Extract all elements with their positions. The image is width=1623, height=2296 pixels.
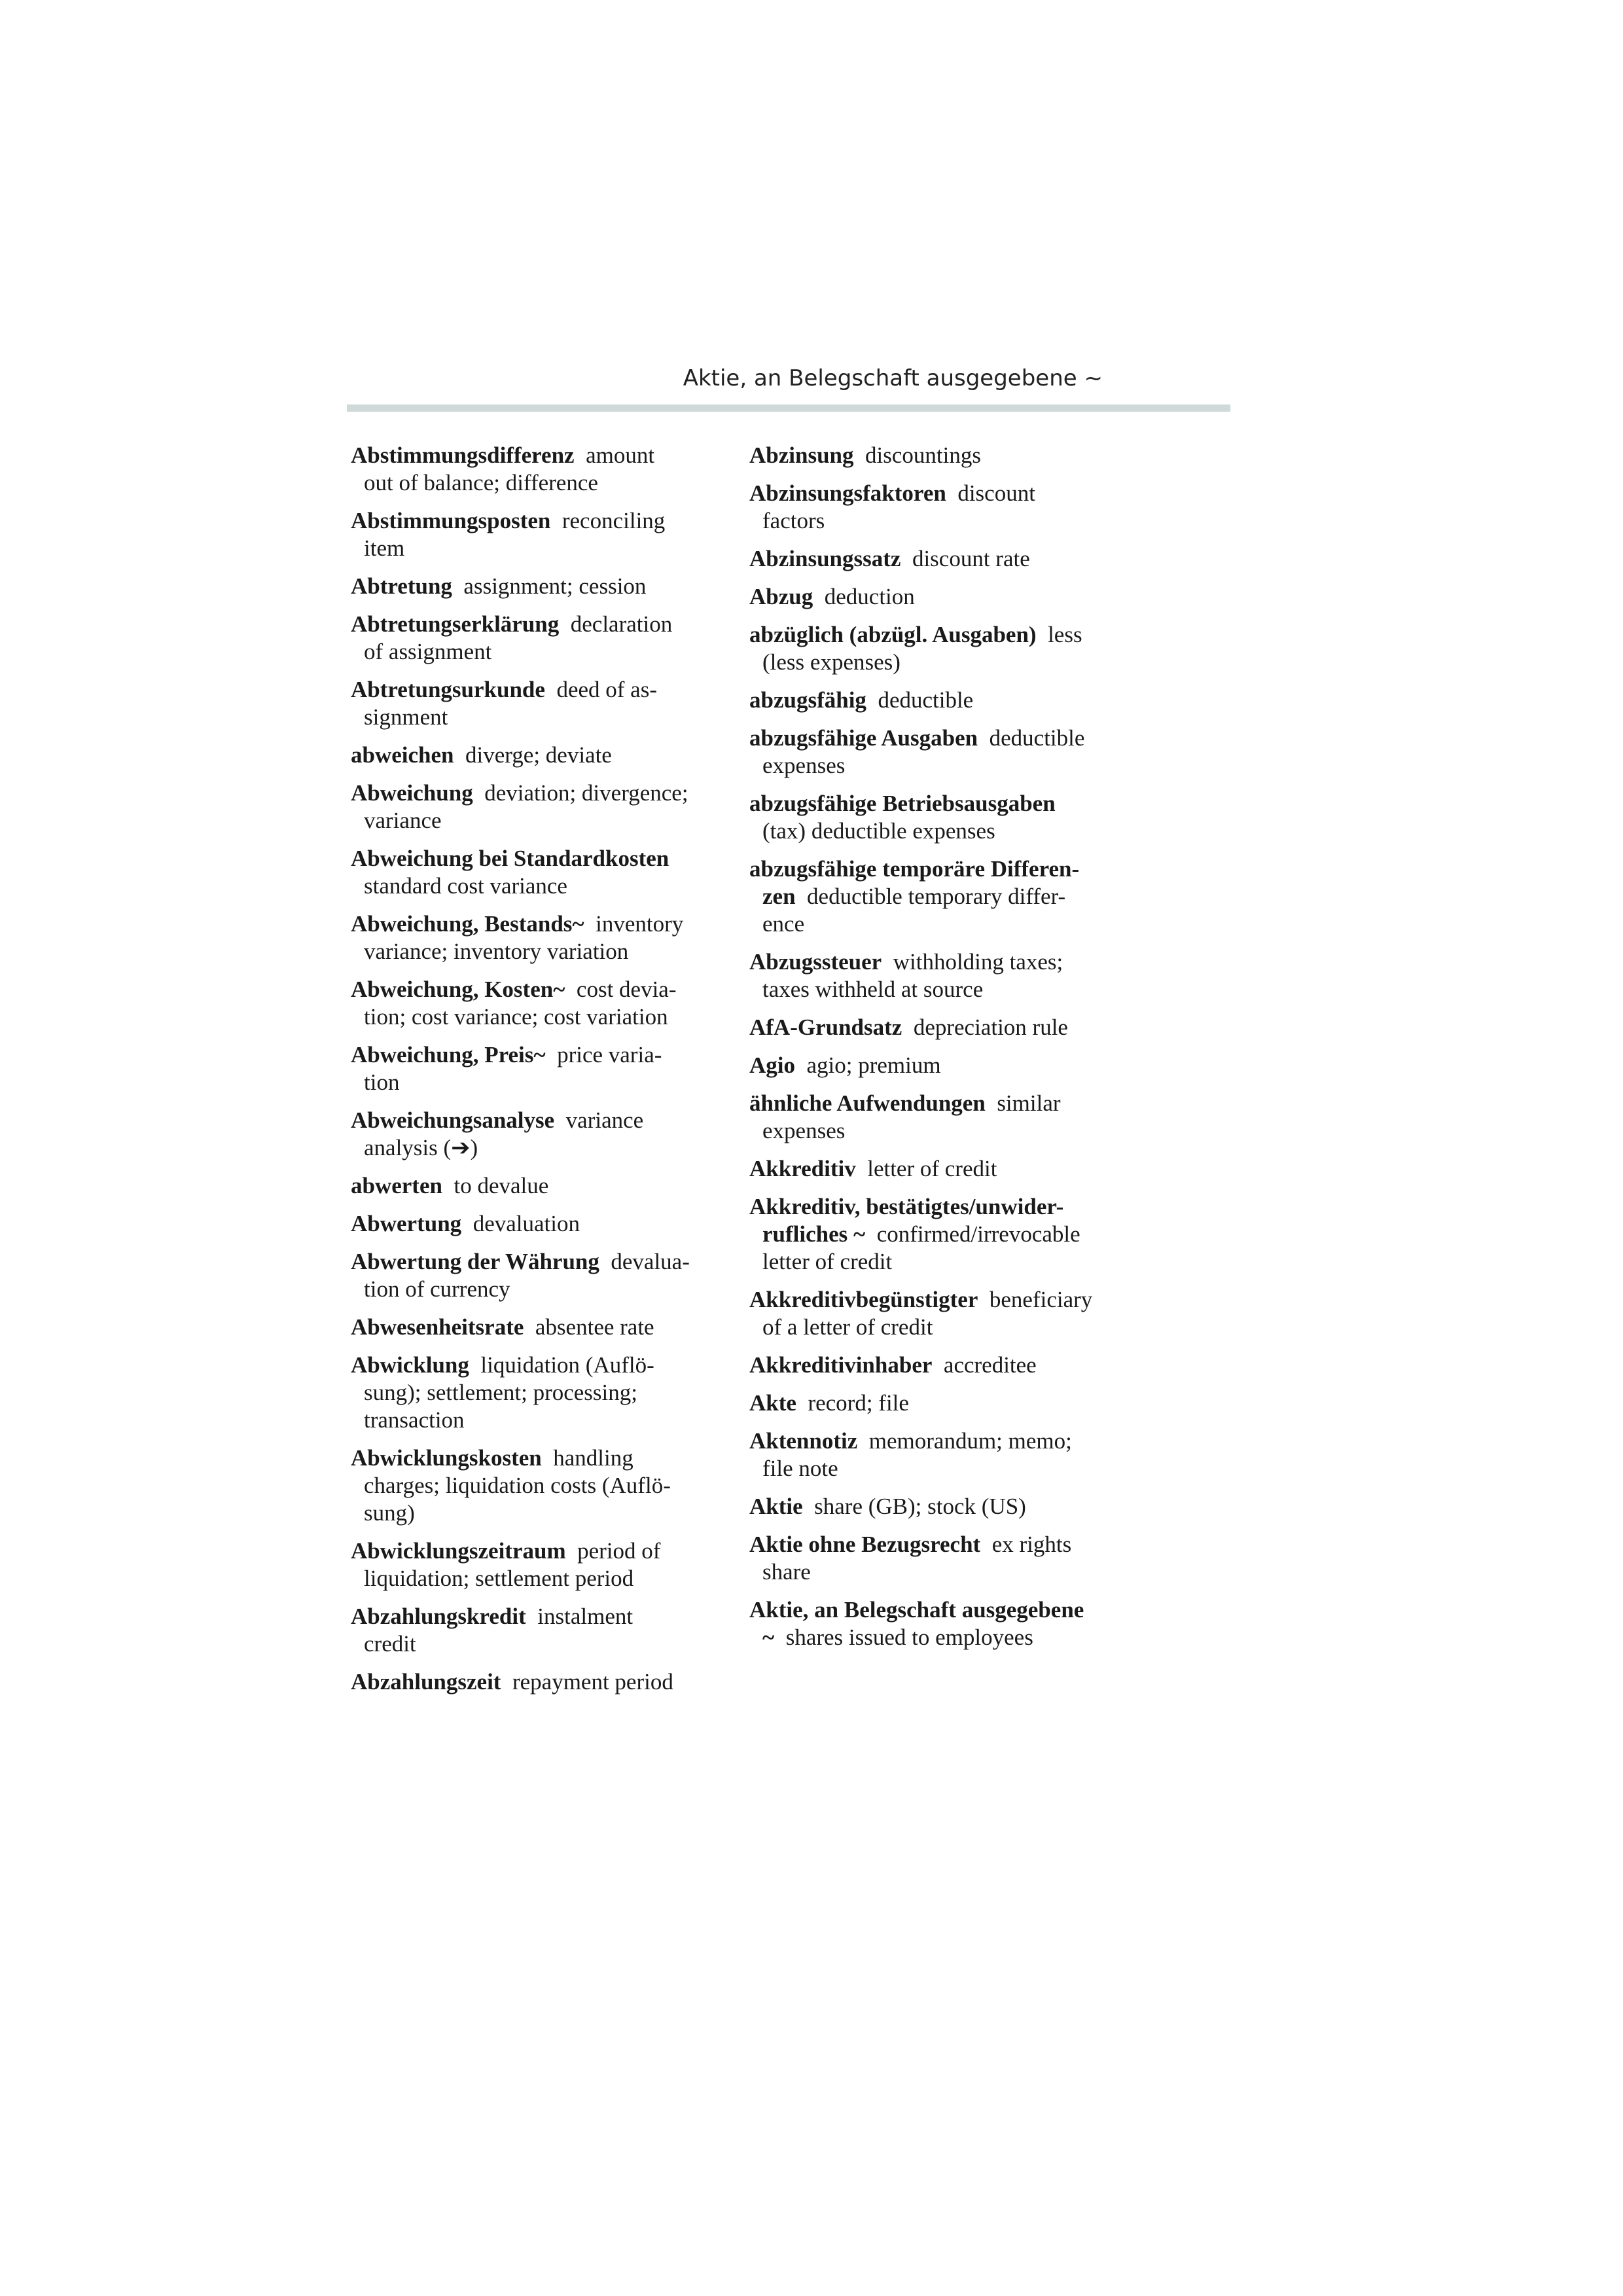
entry-definition: discount rate (912, 546, 1030, 571)
entry-definition: deduction (824, 584, 915, 609)
left-column (351, 442, 717, 1706)
entry-term: abzugsfähige Betriebsausgaben (749, 791, 1056, 816)
entry-term: Abweichung bei Standardkosten (351, 846, 669, 871)
entry-term: Abzahlungszeit (351, 1669, 501, 1695)
dictionary-entry (749, 1531, 1116, 1586)
entry-term: Abweichung (351, 780, 473, 806)
dictionary-entry (351, 611, 717, 666)
entry-term: Abzugssteuer (749, 949, 882, 975)
entry-definition: agio; premium (806, 1052, 941, 1078)
entry-term: Abtretung (351, 573, 452, 599)
header-rule (347, 404, 1230, 412)
dictionary-entry (351, 1041, 717, 1096)
dictionary-entry (749, 1493, 1116, 1520)
entry-definition: instalment credit (364, 1604, 633, 1657)
dictionary-entry (749, 1090, 1116, 1145)
entry-definition: discountings (865, 442, 981, 468)
entry-definition: (tax) deductible expenses (762, 818, 995, 844)
dictionary-entry (351, 1314, 717, 1341)
entry-definition: less (less expenses) (762, 622, 1082, 675)
entry-term: Aktie, an Belegschaft ausgegebene ~ (749, 1597, 1084, 1650)
entry-definition: deductible temporary differ- ence (762, 884, 1066, 937)
entry-definition: deductible (878, 687, 974, 713)
entry-definition: deed of as- signment (364, 677, 657, 730)
entry-definition: liquidation (Auflö- sung); settlement; processing; transaction (364, 1352, 654, 1433)
entry-term: AfA-Grundsatz (749, 1014, 902, 1040)
dictionary-entry (749, 1193, 1116, 1276)
dictionary-entry (749, 725, 1116, 780)
entry-term: Abzinsungssatz (749, 546, 901, 571)
entry-term: Abwesenheitsrate (351, 1314, 524, 1340)
entry-term: Abweichung, Preis~ (351, 1042, 546, 1067)
entry-term: Aktennotiz (749, 1428, 858, 1454)
dictionary-entry (351, 1537, 717, 1592)
entry-definition: beneficiary of a letter of credit (762, 1287, 1093, 1340)
entry-term: Akte (749, 1390, 796, 1416)
entry-definition: amount out of balance; difference (364, 442, 655, 495)
dictionary-entry (351, 742, 717, 769)
dictionary-entry (351, 573, 717, 600)
entry-definition: diverge; deviate (465, 742, 612, 768)
dictionary-entry (749, 1427, 1116, 1482)
entry-term: Abzahlungskredit (351, 1604, 526, 1629)
entry-definition: declaration of assignment (364, 611, 673, 664)
entry-definition: record; file (808, 1390, 909, 1416)
dictionary-entry (749, 442, 1116, 469)
dictionary-entry (351, 1248, 717, 1303)
dictionary-entry (351, 1668, 717, 1696)
entry-term: Abzug (749, 584, 813, 609)
entry-term: Abtretungserklärung (351, 611, 560, 637)
entry-definition: shares issued to employees (785, 1624, 1033, 1650)
entry-term: abzugsfähige Ausgaben (749, 725, 978, 751)
entry-term: Abzinsungsfaktoren (749, 480, 946, 506)
dictionary-entry (351, 845, 717, 900)
entry-definition: withholding taxes; taxes withheld at source (762, 949, 1063, 1002)
entry-definition: standard cost variance (364, 873, 567, 899)
entry-definition: ex rights share (762, 1532, 1072, 1585)
entry-term: Abweichung, Kosten~ (351, 977, 565, 1002)
entry-definition: devalua- tion of currency (364, 1249, 690, 1302)
entry-term: Abtretungsurkunde (351, 677, 545, 702)
dictionary-entry (749, 1155, 1116, 1183)
entry-term: Abweichung, Bestands~ (351, 911, 584, 937)
entry-term: abzüglich (abzügl. Ausgaben) (749, 622, 1037, 647)
dictionary-entry (749, 1352, 1116, 1379)
dictionary-entry (749, 1286, 1116, 1341)
entry-definition: handling charges; liquidation costs (Auflö- sung) (364, 1445, 671, 1526)
dictionary-entry (351, 1444, 717, 1527)
entry-definition: discount factors (762, 480, 1035, 533)
entry-term: abweichen (351, 742, 454, 768)
entry-definition: accreditee (943, 1352, 1037, 1378)
dictionary-entry (351, 1352, 717, 1434)
entry-definition: depreciation rule (913, 1014, 1068, 1040)
entry-term: Akkreditiv, bestätigtes/unwider- rufliches ~ (749, 1194, 1064, 1247)
entry-term: Abzinsung (749, 442, 854, 468)
dictionary-entry (351, 507, 717, 562)
entry-definition: similar expenses (762, 1090, 1061, 1143)
entry-definition: assignment; cession (463, 573, 647, 599)
dictionary-entry (749, 1014, 1116, 1041)
entry-definition: confirmed/irrevocable letter of credit (762, 1221, 1080, 1274)
entry-term: Abwicklungskosten (351, 1445, 542, 1471)
entry-term: Abstimmungsposten (351, 508, 551, 533)
entry-definition: cost devia- tion; cost variance; cost variation (364, 977, 677, 1030)
dictionary-entry (749, 687, 1116, 714)
entry-definition: deviation; divergence; variance (364, 780, 688, 833)
dictionary-entry (351, 780, 717, 834)
dictionary-entry (749, 1052, 1116, 1079)
dictionary-entry (351, 1107, 717, 1162)
entry-term: Akkreditivinhaber (749, 1352, 933, 1378)
dictionary-entry (351, 976, 717, 1031)
dictionary-entry (749, 855, 1116, 938)
entry-term: Abstimmungsdifferenz (351, 442, 575, 468)
entry-term: ähnliche Aufwendungen (749, 1090, 986, 1116)
dictionary-entry (351, 1172, 717, 1200)
entry-term: abwerten (351, 1173, 442, 1198)
dictionary-entry (351, 1603, 717, 1658)
entry-definition: deductible expenses (762, 725, 1085, 778)
right-column (749, 442, 1116, 1662)
dictionary-entry (749, 480, 1116, 535)
dictionary-entry (749, 621, 1116, 676)
entry-term: abzugsfähig (749, 687, 866, 713)
entry-term: Abwicklungszeitraum (351, 1538, 566, 1564)
entry-definition: reconciling item (364, 508, 666, 561)
dictionary-entry (749, 790, 1116, 845)
dictionary-entry (749, 545, 1116, 573)
dictionary-entry (351, 442, 717, 497)
entry-term: Akkreditivbegünstigter (749, 1287, 978, 1312)
entry-definition: repayment period (512, 1669, 673, 1695)
dictionary-entry (351, 1210, 717, 1238)
entry-definition: inventory variance; inventory variation (364, 911, 684, 964)
dictionary-entry (749, 1390, 1116, 1417)
dictionary-entry (749, 583, 1116, 611)
entry-term: Aktie (749, 1494, 803, 1519)
entry-term: Abweichungsanalyse (351, 1107, 555, 1133)
running-head: Aktie, an Belegschaft ausgegebene ~ (683, 365, 1103, 391)
entry-definition: letter of credit (867, 1156, 997, 1181)
entry-term: Abwertung (351, 1211, 462, 1236)
entry-term: Abwicklung (351, 1352, 469, 1378)
dictionary-entry (749, 948, 1116, 1003)
entry-definition: memorandum; memo; file note (762, 1428, 1072, 1481)
entry-definition: share (GB); stock (US) (814, 1494, 1026, 1519)
entry-definition: to devalue (454, 1173, 549, 1198)
entry-term: Abwertung der Währung (351, 1249, 599, 1274)
entry-definition: devaluation (473, 1211, 580, 1236)
entry-term: Aktie ohne Bezugsrecht (749, 1532, 981, 1557)
dictionary-entry (351, 910, 717, 965)
dictionary-entry (351, 676, 717, 731)
entry-term: Akkreditiv (749, 1156, 856, 1181)
entry-definition: absentee rate (535, 1314, 654, 1340)
entry-definition: price varia- tion (364, 1042, 662, 1095)
entry-term: Agio (749, 1052, 795, 1078)
entry-definition: variance analysis (➔) (364, 1107, 644, 1160)
entry-definition: period of liquidation; settlement period (364, 1538, 661, 1591)
entry-term: abzugsfähige temporäre Differen- zen (749, 856, 1080, 909)
dictionary-entry (749, 1596, 1116, 1651)
